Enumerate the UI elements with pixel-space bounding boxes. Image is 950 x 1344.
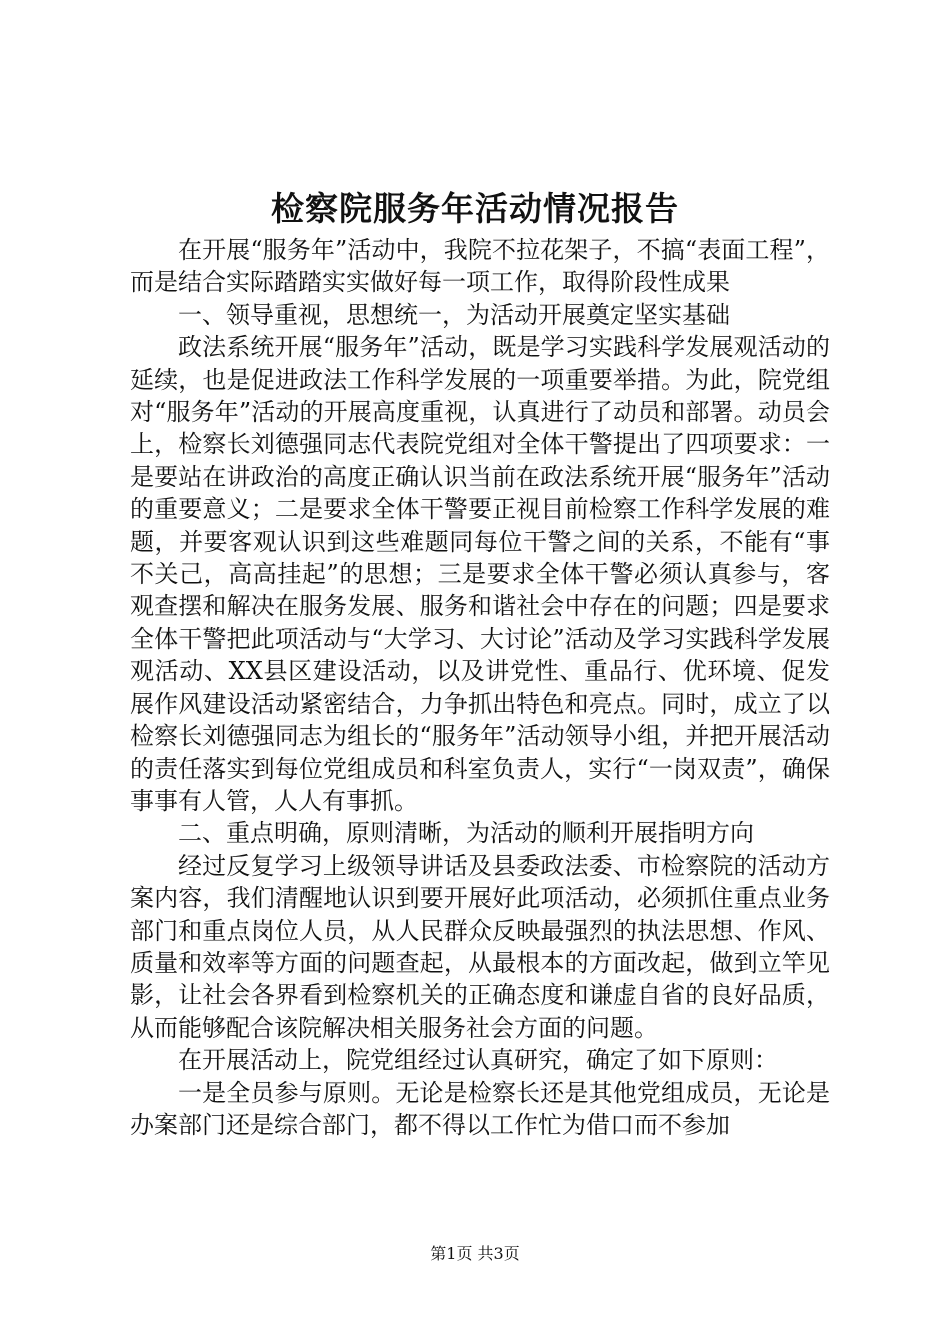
section-heading-1: 一、领导重视，思想统一，为活动开展奠定坚实基础 — [178, 300, 730, 329]
paragraph-principles-intro: 在开展活动上，院党组经过认真研究，确定了如下原则： — [178, 1046, 778, 1075]
paragraph-intro: 在开展“服务年”活动中，我院不拉花架子，不搞“表面工程”，而是结合实际踏踏实实做好每一项工作，取得阶段性成果 — [130, 236, 830, 297]
section-heading-2: 二、重点明确，原则清晰，为活动的顺利开展指明方向 — [178, 819, 754, 848]
paragraph-section-1: 政法系统开展“服务年”活动，既是学习实践科学发展观活动的延续，也是促进政法工作科学发展的一项重要举措。为此，院党组对“服务年”活动的开展高度重视，认真进行了动员和部署。动员会上，检察长刘德强同志代表院党组对全体干警提出了四项要求：一是要站在讲政治的高度正确认识当前在政法系统开展“服务年”活动的重要意义；二是要求全体干警要正视目前检察工作科学发展的难题，并要客观认识到这些难题同每位干警之间的关系，不能有“事不关己，高高挂起”的思想；三是要求全体干警必须认真参与，客观查摆和解决在服务发展、服务和谐社会中存在的问题；四是要求全体干警把此项活动与“大学习、大讨论”活动及学习实践科学发展观活动、XX县区建设活动，以及讲党性、重品行、优环境、促发展作风建设活动紧密结合，力争抓出特色和亮点。同时，成立了以检察长刘德强同志为组长的“服务年”活动领导小组，并把开展活动的责任落实到每位党组成员和科室负责人，实行“一岗双责”，确保事事有人管，人人有事抓。 — [130, 333, 830, 815]
page-footer: 第1页 共3页 — [430, 1244, 520, 1263]
document-title: 检察院服务年活动情况报告 — [271, 189, 679, 228]
document-body — [130, 234, 830, 1141]
paragraph-section-2: 经过反复学习上级领导讲话及县委政法委、市检察院的活动方案内容，我们清醒地认识到要开展好此项活动，必须抓住重点业务部门和重点岗位人员，从人民群众反映最强烈的执法思想、作风、质量和效率等方面的问题查起，从最根本的方面改起，做到立竿见影，让社会各界看到检察机关的正确态度和谦虚自省的良好品质，从而能够配合该院解决相关服务社会方面的问题。 — [130, 851, 830, 1042]
paragraph-principle-1: 一是全员参与原则。无论是检察长还是其他党组成员，无论是办案部门还是综合部门，都不得以工作忙为借口而不参加 — [130, 1078, 830, 1139]
